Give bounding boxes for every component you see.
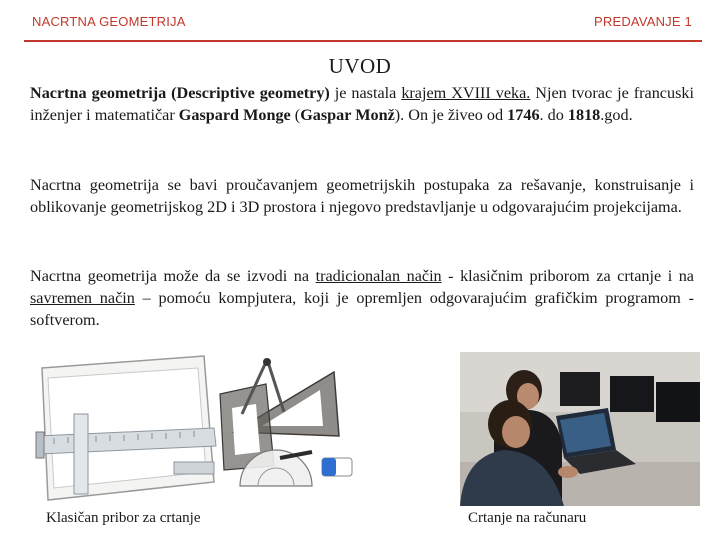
caption-classic-tools: Klasičan pribor za crtanje	[46, 510, 201, 526]
name-transliteration: Gaspar Monž	[300, 106, 395, 124]
monitor-right	[656, 382, 700, 422]
methods-paragraph	[30, 265, 694, 331]
header-divider	[24, 40, 702, 42]
text-segment: ). On je živeo od	[394, 106, 508, 124]
text-segment: je nastala	[329, 84, 402, 102]
header-course-title: NACRTNA GEOMETRIJA	[32, 14, 186, 29]
text-segment: .god.	[600, 106, 633, 124]
text-segment: . do	[539, 106, 568, 124]
drawing-board	[36, 356, 216, 500]
birth-year: 1746	[507, 106, 540, 124]
computer-drawing-image	[460, 352, 700, 506]
death-year: 1818	[567, 106, 601, 124]
header-lecture-number: PREDAVANJE 1	[593, 14, 692, 29]
term-descriptive-geometry: Nacrtna geometrija (Descriptive geometry)	[30, 84, 330, 102]
intro-paragraph	[30, 82, 694, 126]
text-segment: Nacrtna geometrija može da se izvodi na	[30, 267, 316, 285]
text-segment: - klasičnim priborom za crtanje i na	[441, 267, 694, 285]
monitor-middle	[610, 376, 654, 412]
text-segment: – pomoću kompjutera, koji je opremljen odgovarajućim grafičkim programom - softverom.	[30, 289, 695, 329]
caption-computer-drawing: Crtanje na računaru	[468, 510, 587, 526]
drawing-tools-image	[34, 354, 364, 504]
underlined-modern: savremen način	[30, 289, 135, 307]
underlined-century: krajem XVIII veka.	[401, 84, 531, 102]
page-title: UVOD	[328, 54, 392, 78]
definition-paragraph: Nacrtna geometrija se bavi proučavanjem geometrijskih postupaka za rešavanje, konstruisanje i oblikovanje geometrijskog 2D i 3D prostora i njegovo predstavljanje u odgovarajućim projekcijama.	[30, 176, 694, 216]
text-segment: (	[290, 106, 301, 124]
name-gaspard-monge: Gaspard Monge	[178, 106, 291, 124]
monitor-back	[560, 372, 600, 406]
text-segment: Njen tvorac je francuski inženjer i matematičar	[30, 84, 694, 124]
underlined-traditional: tradicionalan način	[315, 267, 442, 285]
eraser	[322, 458, 352, 476]
